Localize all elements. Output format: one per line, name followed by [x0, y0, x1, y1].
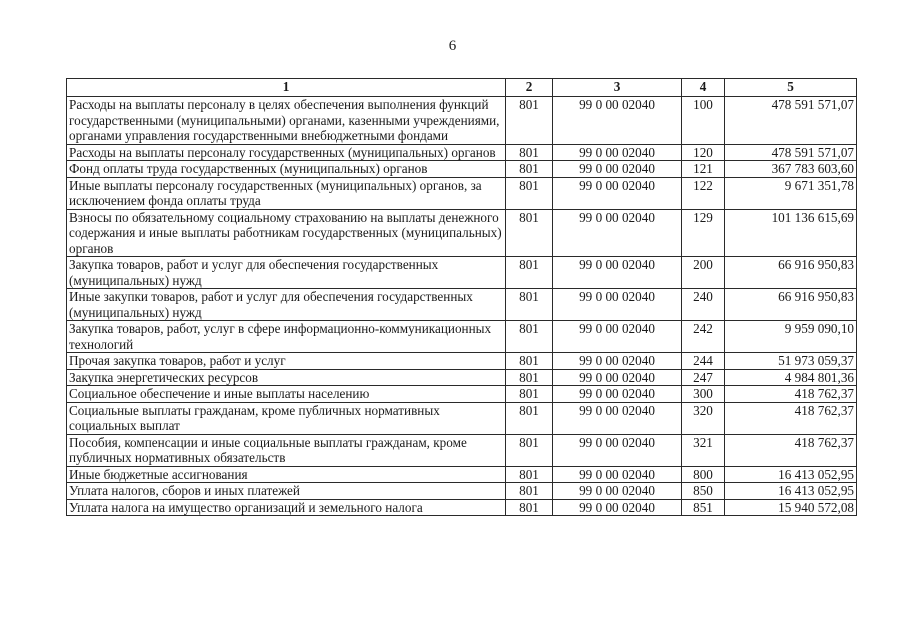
row-amount: 418 762,37 — [725, 402, 857, 434]
column-header-name: 1 — [67, 79, 506, 97]
row-vr-code: 200 — [682, 257, 725, 289]
row-csr-code: 99 0 00 02040 — [553, 434, 682, 466]
row-amount: 4 984 801,36 — [725, 369, 857, 386]
column-header-ved: 2 — [506, 79, 553, 97]
row-vr-code: 100 — [682, 97, 725, 145]
page-number: 6 — [448, 38, 457, 54]
table-row — [67, 402, 857, 434]
table-row — [67, 97, 857, 145]
row-csr-code: 99 0 00 02040 — [553, 97, 682, 145]
row-name: Уплата налога на имущество организаций и земельного налога — [67, 499, 506, 516]
row-ved-code: 801 — [506, 257, 553, 289]
table-body — [67, 97, 857, 516]
table-row — [67, 499, 857, 516]
row-name: Социальные выплаты гражданам, кроме публичных нормативных социальных выплат — [67, 402, 506, 434]
row-csr-code: 99 0 00 02040 — [553, 177, 682, 209]
table-row — [67, 144, 857, 161]
row-amount: 15 940 572,08 — [725, 499, 857, 516]
row-ved-code: 801 — [506, 402, 553, 434]
row-vr-code: 851 — [682, 499, 725, 516]
row-ved-code: 801 — [506, 321, 553, 353]
row-amount: 9 959 090,10 — [725, 321, 857, 353]
row-amount: 66 916 950,83 — [725, 289, 857, 321]
row-amount: 51 973 059,37 — [725, 353, 857, 370]
row-ved-code: 801 — [506, 434, 553, 466]
row-name: Уплата налогов, сборов и иных платежей — [67, 483, 506, 500]
row-vr-code: 244 — [682, 353, 725, 370]
row-vr-code: 122 — [682, 177, 725, 209]
row-amount: 101 136 615,69 — [725, 209, 857, 257]
row-ved-code: 801 — [506, 499, 553, 516]
table-row — [67, 434, 857, 466]
row-vr-code: 300 — [682, 386, 725, 403]
row-vr-code: 240 — [682, 289, 725, 321]
row-csr-code: 99 0 00 02040 — [553, 386, 682, 403]
row-csr-code: 99 0 00 02040 — [553, 499, 682, 516]
row-ved-code: 801 — [506, 466, 553, 483]
row-amount: 418 762,37 — [725, 434, 857, 466]
row-csr-code: 99 0 00 02040 — [553, 144, 682, 161]
row-name: Расходы на выплаты персоналу государственных (муниципальных) органов — [67, 144, 506, 161]
row-amount: 16 413 052,95 — [725, 466, 857, 483]
row-csr-code: 99 0 00 02040 — [553, 353, 682, 370]
table-row — [67, 209, 857, 257]
row-vr-code: 321 — [682, 434, 725, 466]
row-csr-code: 99 0 00 02040 — [553, 369, 682, 386]
row-csr-code: 99 0 00 02040 — [553, 402, 682, 434]
table-row — [67, 177, 857, 209]
row-name: Закупка товаров, работ и услуг для обеспечения государственных (муниципальных) нужд — [67, 257, 506, 289]
row-amount: 367 783 603,60 — [725, 161, 857, 178]
column-header-csr: 3 — [553, 79, 682, 97]
row-ved-code: 801 — [506, 177, 553, 209]
table-row — [67, 353, 857, 370]
row-name: Закупка товаров, работ, услуг в сфере информационно-коммуникационных технологий — [67, 321, 506, 353]
row-ved-code: 801 — [506, 97, 553, 145]
row-csr-code: 99 0 00 02040 — [553, 257, 682, 289]
row-name: Закупка энергетических ресурсов — [67, 369, 506, 386]
row-vr-code: 247 — [682, 369, 725, 386]
row-vr-code: 800 — [682, 466, 725, 483]
budget-table — [66, 78, 857, 516]
row-name: Пособия, компенсации и иные социальные выплаты гражданам, кроме публичных нормативных обязательств — [67, 434, 506, 466]
row-vr-code: 121 — [682, 161, 725, 178]
row-ved-code: 801 — [506, 483, 553, 500]
row-amount: 478 591 571,07 — [725, 97, 857, 145]
row-csr-code: 99 0 00 02040 — [553, 209, 682, 257]
row-ved-code: 801 — [506, 369, 553, 386]
table-row — [67, 466, 857, 483]
row-csr-code: 99 0 00 02040 — [553, 289, 682, 321]
table-row — [67, 483, 857, 500]
row-amount: 66 916 950,83 — [725, 257, 857, 289]
row-name: Иные бюджетные ассигнования — [67, 466, 506, 483]
table-row — [67, 289, 857, 321]
table-row — [67, 321, 857, 353]
row-csr-code: 99 0 00 02040 — [553, 161, 682, 178]
row-name: Иные выплаты персоналу государственных (муниципальных) органов, за исключением фонда оплаты труда — [67, 177, 506, 209]
row-ved-code: 801 — [506, 144, 553, 161]
row-vr-code: 320 — [682, 402, 725, 434]
table-row — [67, 257, 857, 289]
row-csr-code: 99 0 00 02040 — [553, 321, 682, 353]
row-vr-code: 120 — [682, 144, 725, 161]
column-header-vr: 4 — [682, 79, 725, 97]
row-vr-code: 129 — [682, 209, 725, 257]
table-header-row — [67, 79, 857, 97]
row-ved-code: 801 — [506, 161, 553, 178]
row-amount: 418 762,37 — [725, 386, 857, 403]
row-name: Расходы на выплаты персоналу в целях обеспечения выполнения функций государственными (муниципальными) органами, казенными учреждениями, органами управления государственными внебюджетными фондами — [67, 97, 506, 145]
row-ved-code: 801 — [506, 386, 553, 403]
row-name: Фонд оплаты труда государственных (муниципальных) органов — [67, 161, 506, 178]
row-ved-code: 801 — [506, 353, 553, 370]
row-name: Социальное обеспечение и иные выплаты населению — [67, 386, 506, 403]
column-header-amount: 5 — [725, 79, 857, 97]
row-name: Взносы по обязательному социальному страхованию на выплаты денежного содержания и иные выплаты работникам государственных (муниципальных) органов — [67, 209, 506, 257]
row-vr-code: 242 — [682, 321, 725, 353]
row-amount: 478 591 571,07 — [725, 144, 857, 161]
row-amount: 9 671 351,78 — [725, 177, 857, 209]
row-ved-code: 801 — [506, 209, 553, 257]
row-csr-code: 99 0 00 02040 — [553, 466, 682, 483]
row-ved-code: 801 — [506, 289, 553, 321]
row-csr-code: 99 0 00 02040 — [553, 483, 682, 500]
row-name: Прочая закупка товаров, работ и услуг — [67, 353, 506, 370]
row-vr-code: 850 — [682, 483, 725, 500]
row-name: Иные закупки товаров, работ и услуг для обеспечения государственных (муниципальных) нужд — [67, 289, 506, 321]
table-row — [67, 161, 857, 178]
row-amount: 16 413 052,95 — [725, 483, 857, 500]
table-row — [67, 369, 857, 386]
table-row — [67, 386, 857, 403]
